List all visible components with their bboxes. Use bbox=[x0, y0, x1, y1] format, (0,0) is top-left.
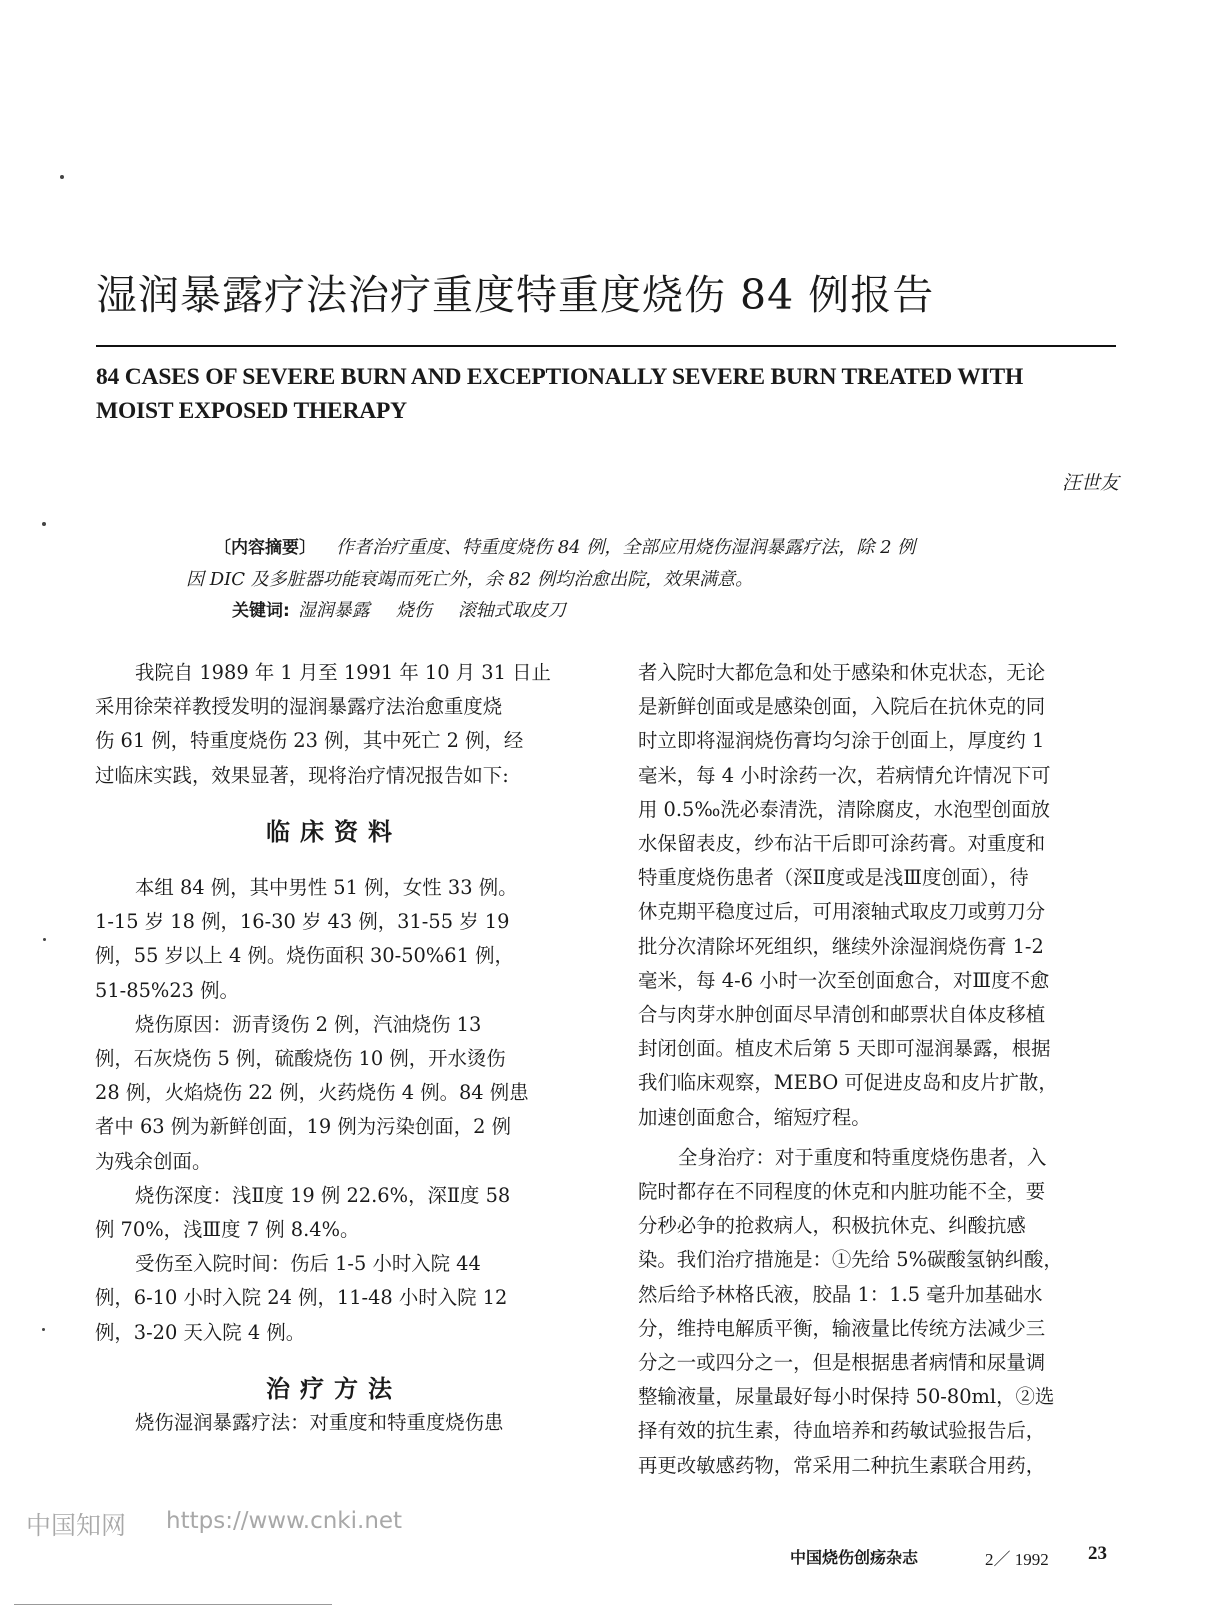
english-title-line: MOIST EXPOSED THERAPY bbox=[96, 398, 407, 424]
section-heading-treatment-methods: 治疗方法 bbox=[266, 1374, 402, 1403]
right-column bbox=[638, 656, 1116, 1483]
abstract-text: 作者治疗重度、特重度烧伤 84 例，全部应用烧伤湿润暴露疗法，除 2 例 bbox=[336, 537, 916, 558]
paragraph: 全身治疗：对于重度和特重度烧伤患者，入 院时都存在不同程度的休克和内脏功能不全，要 分秒必争的抢救病人，积极抗休克、纠酸抗感 染。我们治疗措施是：①先给 5%碳酸氢钠纠酸， 然后给予林格氏液，胶晶 1：1.5 毫升加基础水 分，维持电解质平衡，输液量比传统方法减少三 分之一或四分之一，但是根据患者病情和尿量调 整输液量，尿量最好每小时保持 50-80ml，②选 择有效的抗生素，待血培养和药敏试验报告后， 再更改敏感药物，常采用二种抗生素联合用药， bbox=[638, 1145, 1063, 1477]
abstract-text: 因 DIC 及多脏器功能衰竭而死亡外，余 82 例均治愈出院，效果满意。 bbox=[186, 569, 754, 590]
page-number: 23 bbox=[1088, 1543, 1107, 1564]
keyword: 滚轴式取皮刀 bbox=[457, 600, 566, 621]
abstract-label: 〔内容摘要〕 bbox=[214, 538, 316, 558]
journal-name: 中国烧伤创疡杂志 bbox=[790, 1548, 919, 1567]
scan-speck bbox=[42, 522, 46, 526]
footer-divider bbox=[14, 1604, 332, 1605]
paragraph: 烧伤原因：沥青烫伤 2 例，汽油烧伤 13 例，石灰烧伤 5 例，硫酸烧伤 10 例，开水烫伤 28 例，火焰烧伤 22 例，火药烧伤 4 例。84 例患 者中 63 例为新鲜创面，19 例为污染创面，2 例 为残余创面。 bbox=[95, 1012, 529, 1173]
chinese-title: 湿润暴露疗法治疗重度特重度烧伤 84 例报告 bbox=[96, 271, 935, 319]
abstract bbox=[186, 532, 1066, 627]
english-title-line: 84 CASES OF SEVERE BURN AND EXCEPTIONALLY SEVERE BURN TREATED WITH bbox=[96, 364, 1024, 390]
section-heading-clinical-data: 临床资料 bbox=[266, 817, 402, 846]
cnki-logo-watermark: 中国知网 bbox=[26, 1511, 127, 1540]
english-title bbox=[96, 360, 1121, 428]
issue-number: 2／ 1992 bbox=[985, 1550, 1049, 1569]
scan-speck bbox=[43, 938, 46, 941]
keywords-label: 关键词: bbox=[232, 601, 290, 621]
keyword: 烧伤 bbox=[395, 600, 432, 621]
scan-speck bbox=[42, 1328, 45, 1331]
paragraph: 烧伤深度：浅Ⅱ度 19 例 22.6%，深Ⅱ度 58 例 70%，浅Ⅲ度 7 例 8.4%。 bbox=[95, 1183, 511, 1242]
left-column bbox=[95, 656, 573, 1440]
keyword: 湿润暴露 bbox=[297, 600, 370, 621]
paragraph: 受伤至入院时间：伤后 1-5 小时入院 44 例，6-10 小时入院 24 例，11-48 小时入院 12 例，3-20 天入院 4 例。 bbox=[95, 1252, 508, 1344]
cnki-url-watermark[interactable]: https://www.cnki.net bbox=[166, 1508, 403, 1534]
author: 汪世友 bbox=[1061, 472, 1119, 494]
title-divider bbox=[96, 345, 1116, 347]
intro-paragraph: 我院自 1989 年 1 月至 1991 年 10 月 31 日止 采用徐荣祥教授发明的湿润暴露疗法治愈重度烧 伤 61 例，特重度烧伤 23 例，其中死亡 2 例，经 过临床实践，效果显著，现将治疗情况报告如下: bbox=[95, 661, 551, 787]
paragraph: 本组 84 例，其中男性 51 例，女性 33 例。 1-15 岁 18 例，16-30 岁 43 例，31-55 岁 19 例，55 岁以上 4 例。烧伤面积 30-50%61 例， 51-85%23 例。 bbox=[95, 876, 518, 1002]
paragraph: 烧伤湿润暴露疗法：对重度和特重度烧伤患 bbox=[135, 1411, 504, 1435]
scan-speck bbox=[60, 175, 64, 179]
paragraph: 者入院时大都危急和处于感染和休克状态，无论 是新鲜创面或是感染创面，入院后在抗休克的同 时立即将湿润烧伤膏均匀涂于创面上，厚度约 1 毫米，每 4 小时涂药一次，若病情允许情况下可 用 0.5‰洗必泰清洗，清除腐皮，水泡型创面放 水保留表皮，纱布沾干后即可涂药膏。对重度和 特重度烧伤患者（深Ⅱ度或是浅Ⅲ度创面），待 休克期平稳度过后，可用滚轴式取皮刀或剪刀分 批分次清除坏死组织，继续外涂湿润烧伤膏 1-2 毫米，每 4-6 小时一次至创面愈合，对Ⅲ度不愈 合与肉芽水肿创面尽早清创和邮票状自体皮移植 封闭创面。植皮术后第 5 天即可湿润暴露，根据 我们临床观察，MEBO 可促进皮岛和皮片扩散， 加速创面愈合，缩短疗程。 bbox=[638, 661, 1058, 1129]
